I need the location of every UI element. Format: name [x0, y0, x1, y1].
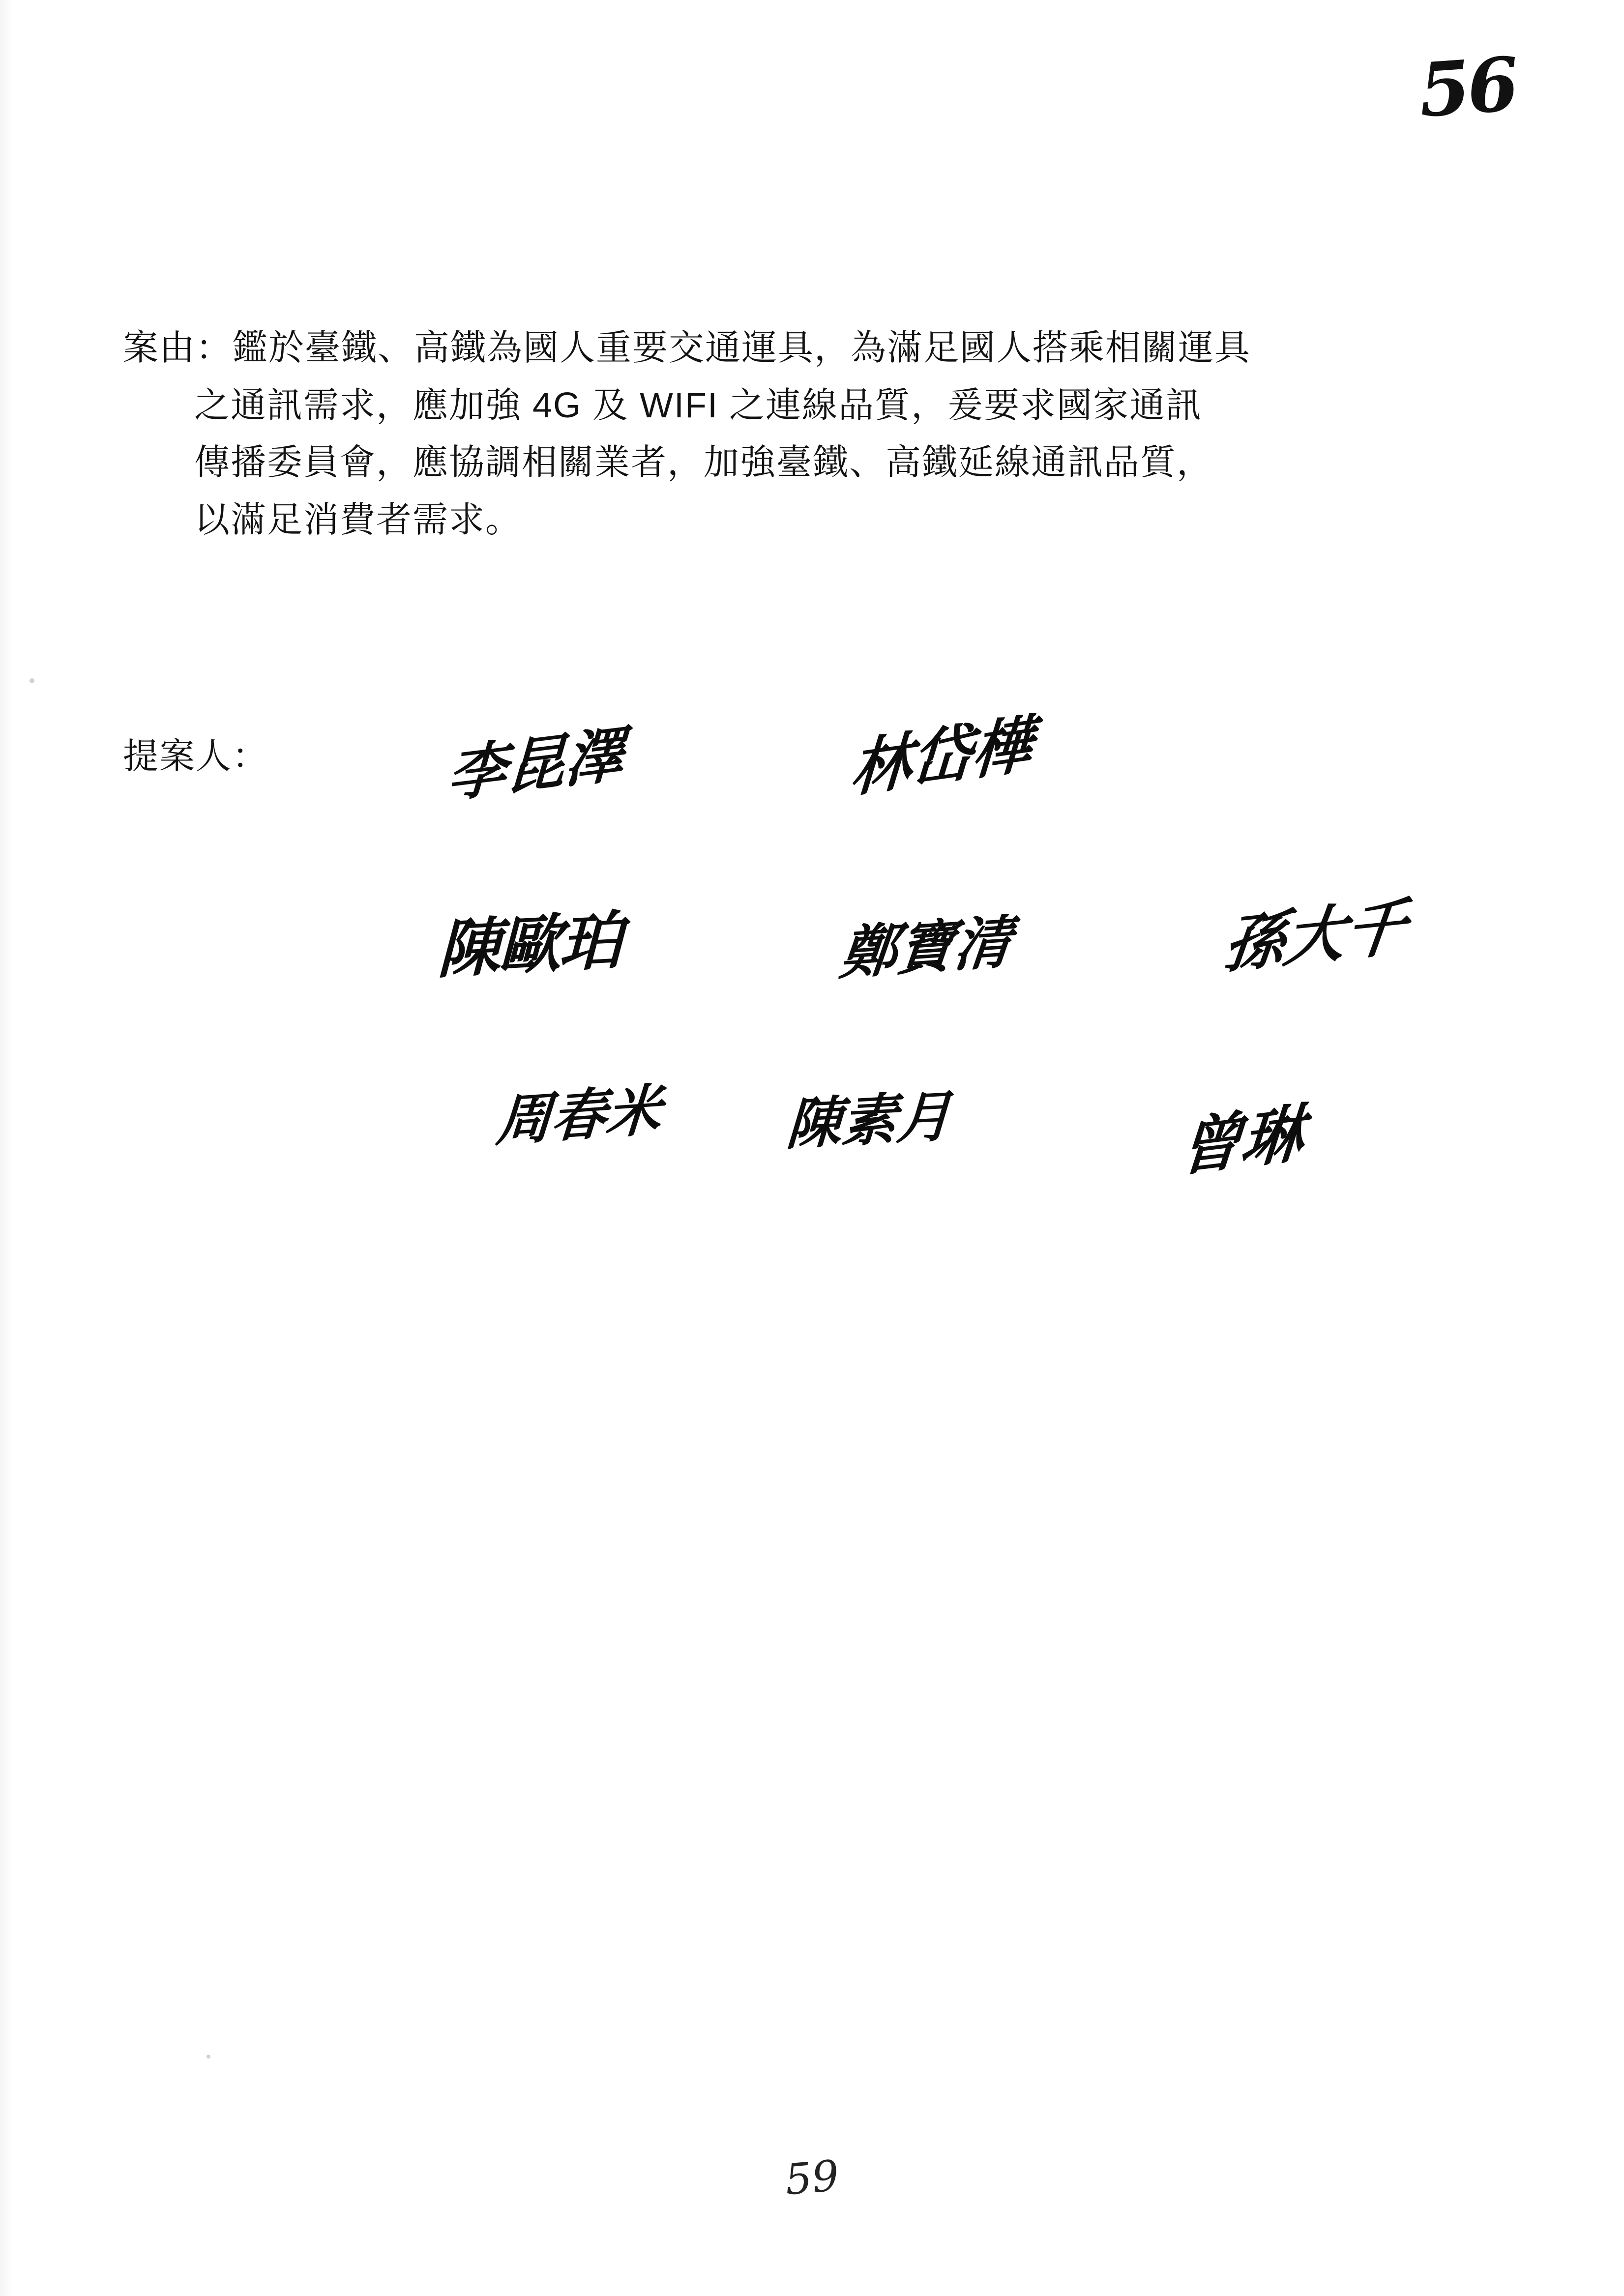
signature-5: 孫大千	[1219, 890, 1411, 982]
scan-speck	[207, 2055, 210, 2059]
case-text-line: 之通訊需求，應加強 4G 及 WIFI 之連線品質，爰要求國家通訊	[194, 385, 1203, 425]
case-text-block	[123, 320, 1500, 549]
signature-1: 李昆澤	[446, 719, 625, 811]
case-text-line: 傳播委員會，應協調相關業者，加強臺鐵、高鐵延線通訊品質，	[194, 443, 1213, 483]
signature-3: 陳歐珀	[437, 903, 621, 987]
signature-7: 陳素月	[785, 1083, 953, 1158]
signature-6: 周春米	[494, 1077, 664, 1154]
signature-2: 林岱樺	[848, 707, 1035, 806]
case-text-line: 以滿足消費者需求。	[194, 500, 522, 540]
case-text-line: 案由：鑑於臺鐵、高鐵為國人重要交通運具，為滿足國人搭乘相關運具	[123, 328, 1251, 368]
signature-8: 曾琳	[1177, 1096, 1306, 1185]
signature-4: 鄭寶清	[837, 908, 1015, 988]
scan-speck	[30, 678, 34, 683]
page-number-bottom: 59	[783, 2151, 841, 2205]
proposer-label: 提案人：	[123, 737, 269, 776]
page-number-top: 56	[1416, 41, 1519, 134]
proposer-block	[123, 707, 1500, 1308]
scan-edge-shading	[0, 0, 13, 2296]
